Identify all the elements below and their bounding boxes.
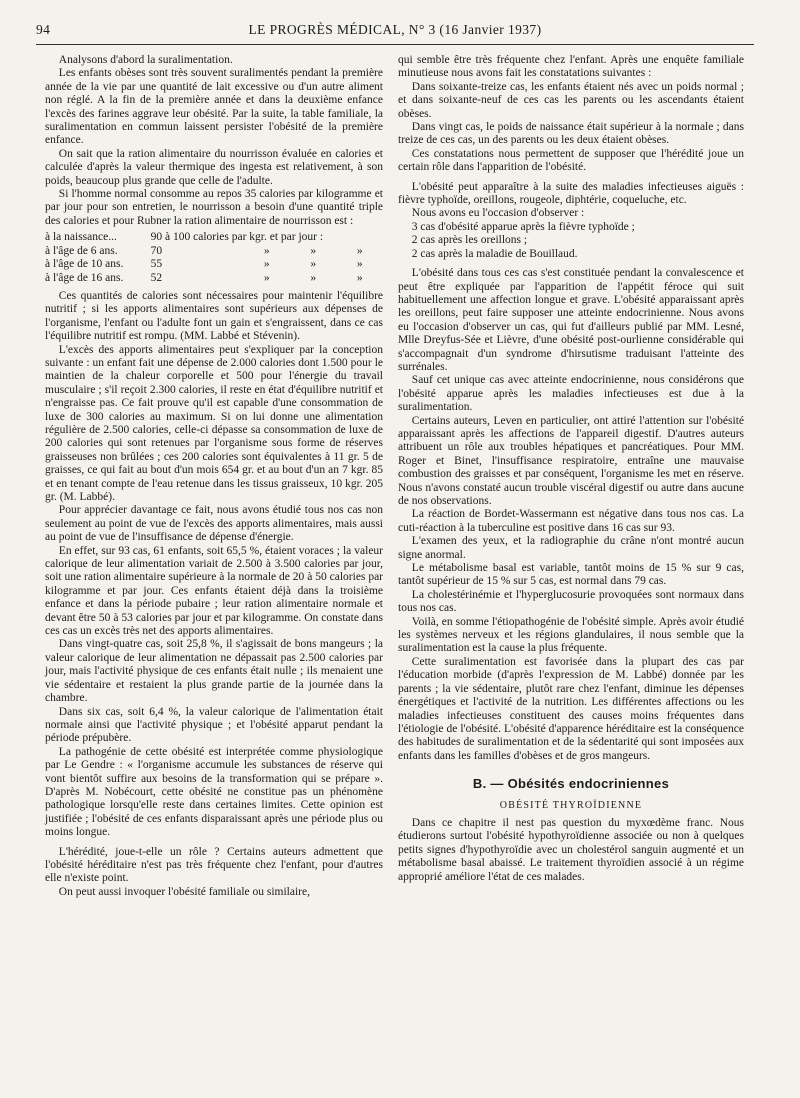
list-item: 3 cas d'obésité apparue après la fièvre typhoïde ; [411, 220, 635, 233]
table-cell-value: 70 [150, 244, 163, 257]
ditto-mark: » [263, 258, 270, 271]
case-list [398, 221, 744, 261]
paragraph: Dans vingt-quatre cas, soit 25,8 %, il s'agissait de bons mangeurs ; la valeur calorique de leur alimentation ne dépassait pas 2.500 calories par jour, mais l'activité physique de ces enfants était nulle ; ils menaient une vie sédentaire et restaient la plus grande partie de la journée dans la chambre. [45, 638, 383, 705]
page-number: 94 [36, 22, 51, 37]
table-cell-age: à l'âge de 16 ans. [45, 271, 124, 284]
table-cell-age: à l'âge de 6 ans. [45, 244, 118, 257]
paragraph: Dans soixante-treize cas, les enfants étaient nés avec un poids normal ; et dans soixante-neuf de ces cas les parents ou les ascendants étaient obèses. [398, 80, 744, 120]
table-cell-age: à l'âge de 10 ans. [45, 258, 124, 271]
ditto-mark: » [263, 271, 270, 284]
paragraph: Sauf cet unique cas avec atteinte endocrinienne, nous considérons que l'obésité apparue après les maladies infectieuses est due à la suralimentation. [398, 374, 744, 414]
paragraph: L'obésité peut apparaître à la suite des maladies infectieuses aiguës : fièvre typhoïde, oreillons, rougeole, diphtérie, coqueluche, etc. [398, 180, 744, 207]
paragraph: qui semble être très fréquente chez l'enfant. Après une enquête familiale minutieuse nous avons fait les constatations suivantes : [398, 54, 744, 80]
paragraph: Ces quantités de calories sont nécessaires pour maintenir l'équilibre nutritif ; si les apports alimentaires sont supérieurs aux dépenses de l'organisme, l'enfant ou l'adulte font un gain et s'engraissent, dans ce cas l'équilibre nutritif est rompu. (MM. Labbé et Stévenin). [45, 289, 383, 343]
paragraph: Analysons d'abord la suralimentation. [58, 54, 233, 66]
paragraph: La pathogénie de cette obésité est interprétée comme physiologique par Le Gendre : « l'organisme accumule les substances de réserve qui vont bientôt suffire aux besoins de la transformation qui se prépare ». D'après M. Nobécourt, cette obésité ne constitue pas un phénomène pathologique lorsqu'elle reste dans certaines limites. Cette opinion est justifiée ; l'obésité de ces enfants disparaissant après une période plus ou moins longue. [45, 745, 383, 839]
paragraph: L'hérédité, joue-t-elle un rôle ? Certains auteurs admettent que l'obésité héréditaire n'est pas très fréquente chez l'enfant, pour d'autres elle n'existe point. [45, 845, 383, 885]
ditto-mark: » [356, 271, 363, 284]
paragraph: Le métabolisme basal est variable, tantôt moins de 15 % sur 9 cas, tantôt supérieur de 15 % sur 5 cas, est normal dans 79 cas. [398, 562, 744, 588]
subsection-heading: OBÉSITÉ THYROÏDIENNE [499, 799, 643, 811]
list-item: 2 cas après la maladie de Bouillaud. [411, 247, 578, 260]
paragraph: Les enfants obèses sont très souvent suralimentés pendant la première année de la vie par une quantité de lait excessive ou d'un autre aliment non réglé. A la fin de la première année et dans la deuxième enfance l'excès des farines aggrave leur obésité. Par la suite, la table familiale, la suralimentation en commun laissent persister l'obésité de la première enfance. [45, 67, 383, 147]
paragraph: Dans ce chapitre il nest pas question du myxœdème franc. Nous étudierons surtout l'obésité hypothyroïdienne associée ou non à quelques petits signes d'hypothyroïdie avec un cholestérol sanguin augmenté et un métabolisme basal abaissé. Le traitement thyroïdien associé à un régime approprié améliore l'état de ces malades. [398, 816, 744, 883]
right-column [398, 54, 744, 884]
running-header [36, 22, 754, 40]
paragraph: Certains auteurs, Leven en particulier, ont attiré l'attention sur l'obésité apparaissant après les affections de l'appareil digestif. D'autres auteurs attribuent un rôle aux troubles hépatiques et pancréatiques. Pour MM. Roger et Binet, l'insuffisance respiratoire, entraîne une mauvaise combustion des graisses et par conséquent, l'organisme les met en réserve. Nous n'avons constaté aucun trouble viscéral digestif ou autre dans aucune de nos observations. [398, 414, 744, 507]
paragraph: En effet, sur 93 cas, 61 enfants, soit 65,5 %, étaient voraces ; la valeur calorique de leur alimentation variait de 2.500 à 3.500 calories par jour, soit une ration alimentaire supérieure à la normale de 20 à 50 calories par kilogramme et par jour. Ces enfants étaient déjà dans la troisième enfance et dans la période pubaire ; leur ration alimentaire normale et devant être 50 à 53 calories par jour et par kilogramme. On constate dans ces cas un excès très net des apports alimentaires. [45, 544, 383, 638]
ditto-mark: » [263, 244, 270, 257]
paragraph: La cholestérinémie et l'hyperglucosurie provoquées sont normaux dans tous nos cas. [398, 588, 744, 615]
paragraph: Ces constatations nous permettent de supposer que l'hérédité joue un certain rôle dans l'apparition de l'obésité. [398, 147, 744, 174]
table-row [45, 258, 383, 271]
paragraph: Voilà, en somme l'étiopathogénie de l'obésité simple. Après avoir étudié les systèmes nerveux et les régions glandulaires, il nous semble que la suralimentation est la cause la plus fréquente. [398, 615, 744, 655]
paragraph: L'excès des apports alimentaires peut s'expliquer par la conception suivante : un enfant fait une dépense de 2.000 calories dont 1.500 pour le maintien de la chaleur corporelle et 500 pour l'énergie du travail musculaire ; s'il reçoit 2.300 calories, il reste en état d'équilibre nutritif et n'engraisse pas. Ce fait prouve qu'il est capable d'une consommation de luxe de 300 calories au maximum. Si on lui donne une alimentation régulière de 2.500 calories, celle-ci dépasse sa consommation de luxe de 200 calories qui sont retenues par l'organisme sous forme de réserves graisseuses non brûlées ; ces 200 calories sont équivalentes à 11 gr. 5 de graisses, ce qui fait au bout d'un mois 654 gr. et au bout d'un an 7 kgr. 85 et en tenant compte de l'eau retenue dans les tissus graisseux, 10 kgr. 205 gr. (M. Labbé). [45, 343, 383, 503]
header-rule [36, 44, 754, 45]
table-row [45, 272, 383, 285]
paragraph: Cette suralimentation est favorisée dans la plupart des cas par l'éducation morbide (d'après l'expression de M. Labbé) donnée par les parents ; la vie sédentaire, plutôt rare chez l'enfant, diminue les dépenses énergétiques et l'activité de la nutrition. Les différentes affections ou les maladies infectieuses constituent des causes moins fréquentes dans l'étiologie de l'obésité. L'obésité d'apparence héréditaire est la conséquence des habitudes de suralimentation et de la sédentarité qui sont imposées aux enfants dans les familles d'obèses et de gros mangeurs. [398, 655, 744, 762]
paragraph: La réaction de Bordet-Wassermann est négative dans tous nos cas. La cuti-réaction à la tuberculine est positive dans 16 cas sur 93. [398, 508, 744, 534]
journal-title: LE PROGRÈS MÉDICAL, N° 3 (16 Janvier 1937) [248, 22, 542, 37]
paragraph: L'obésité dans tous ces cas s'est constituée pendant la convalescence et peut être expliquée par l'apparition de l'appétit féroce qui suit habituellement une affection longue et grave. L'obésité apparaissant après les oreillons, peut faire supposer une atteinte endocrinienne. Nous avons eu l'occasion d'observer un cas, qui fut d'ailleurs publié par MM. Lesné, Mlle Dreyfus-Sée et Lièvre, d'une obésité post-ourlienne considérable qui s'accompagnait d'un syndrome d'hirsutisme traduisant l'atteinte des surrénales. [398, 267, 744, 373]
paragraph: Nous avons eu l'occasion d'observer : [411, 207, 585, 220]
ditto-mark: » [356, 244, 363, 257]
left-column [45, 54, 383, 899]
ditto-mark: » [310, 244, 317, 257]
paragraph: Dans vingt cas, le poids de naissance était supérieur à la normale ; dans treize de ces cas, un des parents ou les deux étaient obèses. [398, 121, 744, 147]
table-cell-age: à la naissance... [45, 231, 117, 244]
paragraph: On peut aussi invoquer l'obésité familiale ou similaire, [58, 885, 310, 898]
paragraph: Dans six cas, soit 6,4 %, la valeur calorique de l'alimentation était normale ainsi que l'activité physique ; et l'obésité apparut pendant la période prépubère. [45, 705, 383, 745]
table-cell-value: 52 [150, 271, 163, 284]
table-cell-value: 55 [150, 258, 163, 271]
paragraph: Pour apprécier davantage ce fait, nous avons étudié tous nos cas non seulement au point de vue de l'excès des apports alimentaires, mais aussi au point de vue de l'insuffisance de dépense d'énergie. [45, 504, 383, 544]
table-cell-value: 90 à 100 calories par kgr. et par jour : [150, 231, 324, 244]
ditto-mark: » [356, 258, 363, 271]
ditto-mark: » [310, 271, 317, 284]
calorie-ration-table [45, 231, 383, 285]
table-row [45, 231, 383, 244]
paragraph: L'examen des yeux, et la radiographie du crâne n'ont montré aucun signe anormal. [398, 535, 744, 561]
paragraph: Si l'homme normal consomme au repos 35 calories par kilogramme et par jour pour son entretien, le nourrisson a besoin d'une quantité triple des calories et pour Rubner la ration alimentaire de nourrisson est : [45, 188, 383, 227]
paragraph: On sait que la ration alimentaire du nourrisson évaluée en calories et calculée d'après la valeur thermique des ingesta est relativement, à son poids, beaucoup plus grande que celle de l'adulte. [45, 147, 383, 187]
table-row [45, 245, 383, 258]
ditto-mark: » [310, 258, 317, 271]
list-item: 2 cas après les oreillons ; [411, 234, 528, 247]
section-heading: B. — Obésités endocriniennes [472, 776, 670, 792]
